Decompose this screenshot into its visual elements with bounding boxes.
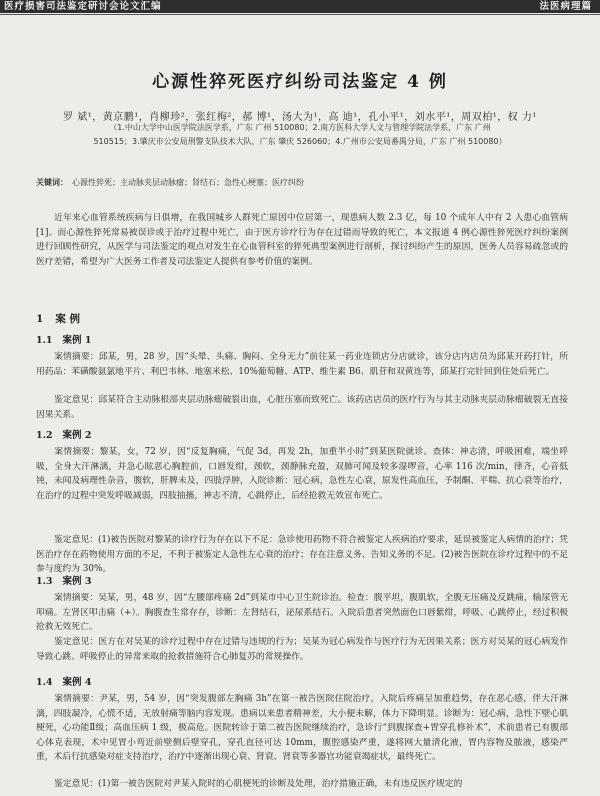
intro-text: 近年来心血管系统疾病与日俱增，在我国城乡人群死亡原因中位居第一，现患病人数 2.3 亿，每 10 个成年人中有 2 人患心血管病[1]。而心源性猝死常易被误诊或于治疗过程中死亡，由于医方诊疗行为存在过错而导致的死亡，本文报道 4 例心源性猝死医疗纠纷案例进行回顾性研究，从医学与司法鉴定的观点对发生在心血管科室的猝死典型案例进行剖析，探讨纠纷产生的原因，医务人员容易疏忽或的医疗差错，希望为广大医务工作者及司法鉴定人提供有参考价值的案例。	[36, 213, 568, 267]
section-number: 1	[36, 313, 44, 325]
case-2-heading	[36, 427, 91, 441]
case-1-number: 1.1	[36, 335, 53, 346]
case-1-summary-text: 案情摘要：邱某，男，28 岁，因“头晕、头痛、胸闷、全身无力”前往某一药业连锁店分店就诊，该分店内店员为邱某开药打针，所用药品：苯磺酸氨氯地平片、利巴韦林、地塞米松、10%葡萄糖、ATP、维生素 B6、肌苷和双黄连等，邱某打完针回到住处后死亡。	[36, 352, 568, 377]
case-4-summary-text: 案情摘要：尹某，男，54 岁，因“突发腹部左胸痛 3h”在第一被告医院住院治疗，入院后疼痛呈加重趋势，存在恶心感，伴大汗淋漓，四肢凝冷，心慌不适，无放射痛等脑内容发现。患病以来患者精神差，大小便未解，体力下降明显。诊断为：冠心病，急性下壁心肌梗死，心功能Ⅱ级；高血压病 1 级，极高危。医院转诊于第二被告医院继续治疗，急诊行“到腹探查+胃穿孔修补术”，术前患者已有腹部心体克表现，术中见胃小弯近前壁侧后壁穿孔，穿孔直径可达 10mm，腹腔感染严重，遂将网大量清化液，胃内容物及脓液，感染严重，术后行抗感染对症支持治疗，治疗中逐渐出现心衰、肾衰、肾衰等多器官功能衰竭症状，最终死亡。	[36, 694, 568, 763]
case-2-opinion-text: 鉴定意见：(1)被告医院对黎某的诊疗行为存在以下不足：急诊使用药物不符合被鉴定人疾病治疗要求，延误被鉴定人病情的治疗；凭医治疗存在药物使用方面的不足，不利于被鉴定人急性左心衰的治疗；存在注意义务、告知义务的不足。(2)被告医院在诊疗过程中的不足参与度约为 30%。	[36, 535, 568, 575]
article-title: 心源性猝死医疗纠纷司法鉴定 4 例	[152, 72, 448, 92]
case-4-summary	[36, 692, 568, 765]
case-3-summary	[36, 591, 568, 635]
section-heading-cases	[36, 311, 80, 326]
case-1-opinion	[36, 393, 568, 422]
case-3-opinion-text: 鉴定意见：医方在对吴某的诊疗过程中存在过错与违规的行为；吴某为冠心病发作与医疗行为无因果关系；医方对吴某的冠心病发作导致心跳、呼吸停止的异常来取的抢救措施符合心肺复苏的常规操作。	[36, 637, 568, 662]
keywords	[36, 177, 576, 188]
case-3-title: 案例 3	[62, 576, 92, 587]
keywords-label: 关键词：	[36, 178, 68, 187]
case-3-heading	[36, 573, 91, 587]
header-rule	[0, 14, 600, 15]
case-4-opinion	[36, 777, 568, 792]
section-title: 案 例	[55, 313, 80, 325]
running-header	[0, 0, 600, 13]
case-2-title: 案例 2	[62, 430, 92, 441]
case-1-title: 案例 1	[62, 335, 92, 346]
affiliation-line-2: 510515；3.肇庆市公安局刑警支队技术大队，广东 肇庆 526060；4.广州市公安局番禺分局，广东 广州 510080）	[93, 137, 507, 146]
case-1-opinion-text: 鉴定意见：邱某符合主动脉根部夹层动脉瘤破裂出血，心脏压塞而致死亡。该药店店员的医疗行为与其主动脉夹层动脉瘤破裂无直接因果关系。	[36, 395, 568, 420]
case-2-summary	[36, 445, 568, 503]
case-4-title: 案例 4	[62, 677, 92, 688]
case-2-summary-text: 案情摘要：黎某，女，72 岁，因“反复胸痛，气促 3d，再发 2h，加重半小时”到某医院就诊。查体：神志清，呼吸困难，端坐呼吸，全身大汗淋漓，并急心眩恶心胸腔前，口唇发绀，颈软，颈静脉充盈，双肺可闻及较多湿啰音，心率 116 次/min，律齐，心音低钝，未闻及病理性杂音，腹软，肝脾未及，四肢浮肿，入院诊断：冠心病，急性左心衰，原发性高血压，予制酮、平喘、抗心衰等治疗，在治疗的过程中突发呼吸减弱，四肢抽搐，神志不清，心跳停止，后经抢救无效宣布死亡。	[36, 447, 568, 501]
keywords-text: 心源性猝死；主动脉夹层动脉瘤；肾结石；急性心梗塞；医疗纠纷	[72, 178, 304, 187]
affiliation-line-1: （1.中山大学中山医学院法医学系，广东 广州 510080；2.南方医科大学人文与管理学院法学系，广东 广州	[109, 123, 491, 132]
case-3-summary-text: 案情摘要：吴某，男，48 岁，因“左腰部疼痛 2d”到某市中心卫生院诊治。检查：腹平坦，腹肌软，全腹无压痛及反跳痛，输尿管无叩痛。左肾区叩击痛（+）。胸腹查生常存存，诊断：左肾结石，泌尿系结石。入院后患者突然面色口唇紫绀，呼吸、心跳停止，经过积极抢救无效死亡。	[36, 593, 568, 633]
case-1-heading	[36, 332, 91, 346]
case-1-summary	[36, 350, 568, 379]
header-section-name: 法医病理篇	[539, 1, 592, 12]
case-2-opinion	[36, 533, 568, 577]
case-4-number: 1.4	[36, 677, 53, 688]
header-journal-name: 医疗损害司法鉴定研讨会论文汇编	[4, 1, 162, 12]
case-2-number: 1.2	[36, 430, 53, 441]
case-4-heading	[36, 674, 91, 688]
case-4-opinion-text: 鉴定意见：(1)第一被告医院对尹某入院时的心肌梗死的诊断及处理，治疗措施正确，未有违反医疗规定的	[54, 779, 463, 789]
intro-paragraph	[36, 211, 568, 269]
author-list: 罗 斌¹，黄京鹏¹，肖柳珍²，张红梅²，郝 博¹，汤大为¹，高 迪¹，孔小平¹，刘水平¹，周双柏¹，权 力¹	[63, 112, 537, 123]
case-3-opinion	[36, 635, 568, 664]
case-3-number: 1.3	[36, 576, 53, 587]
